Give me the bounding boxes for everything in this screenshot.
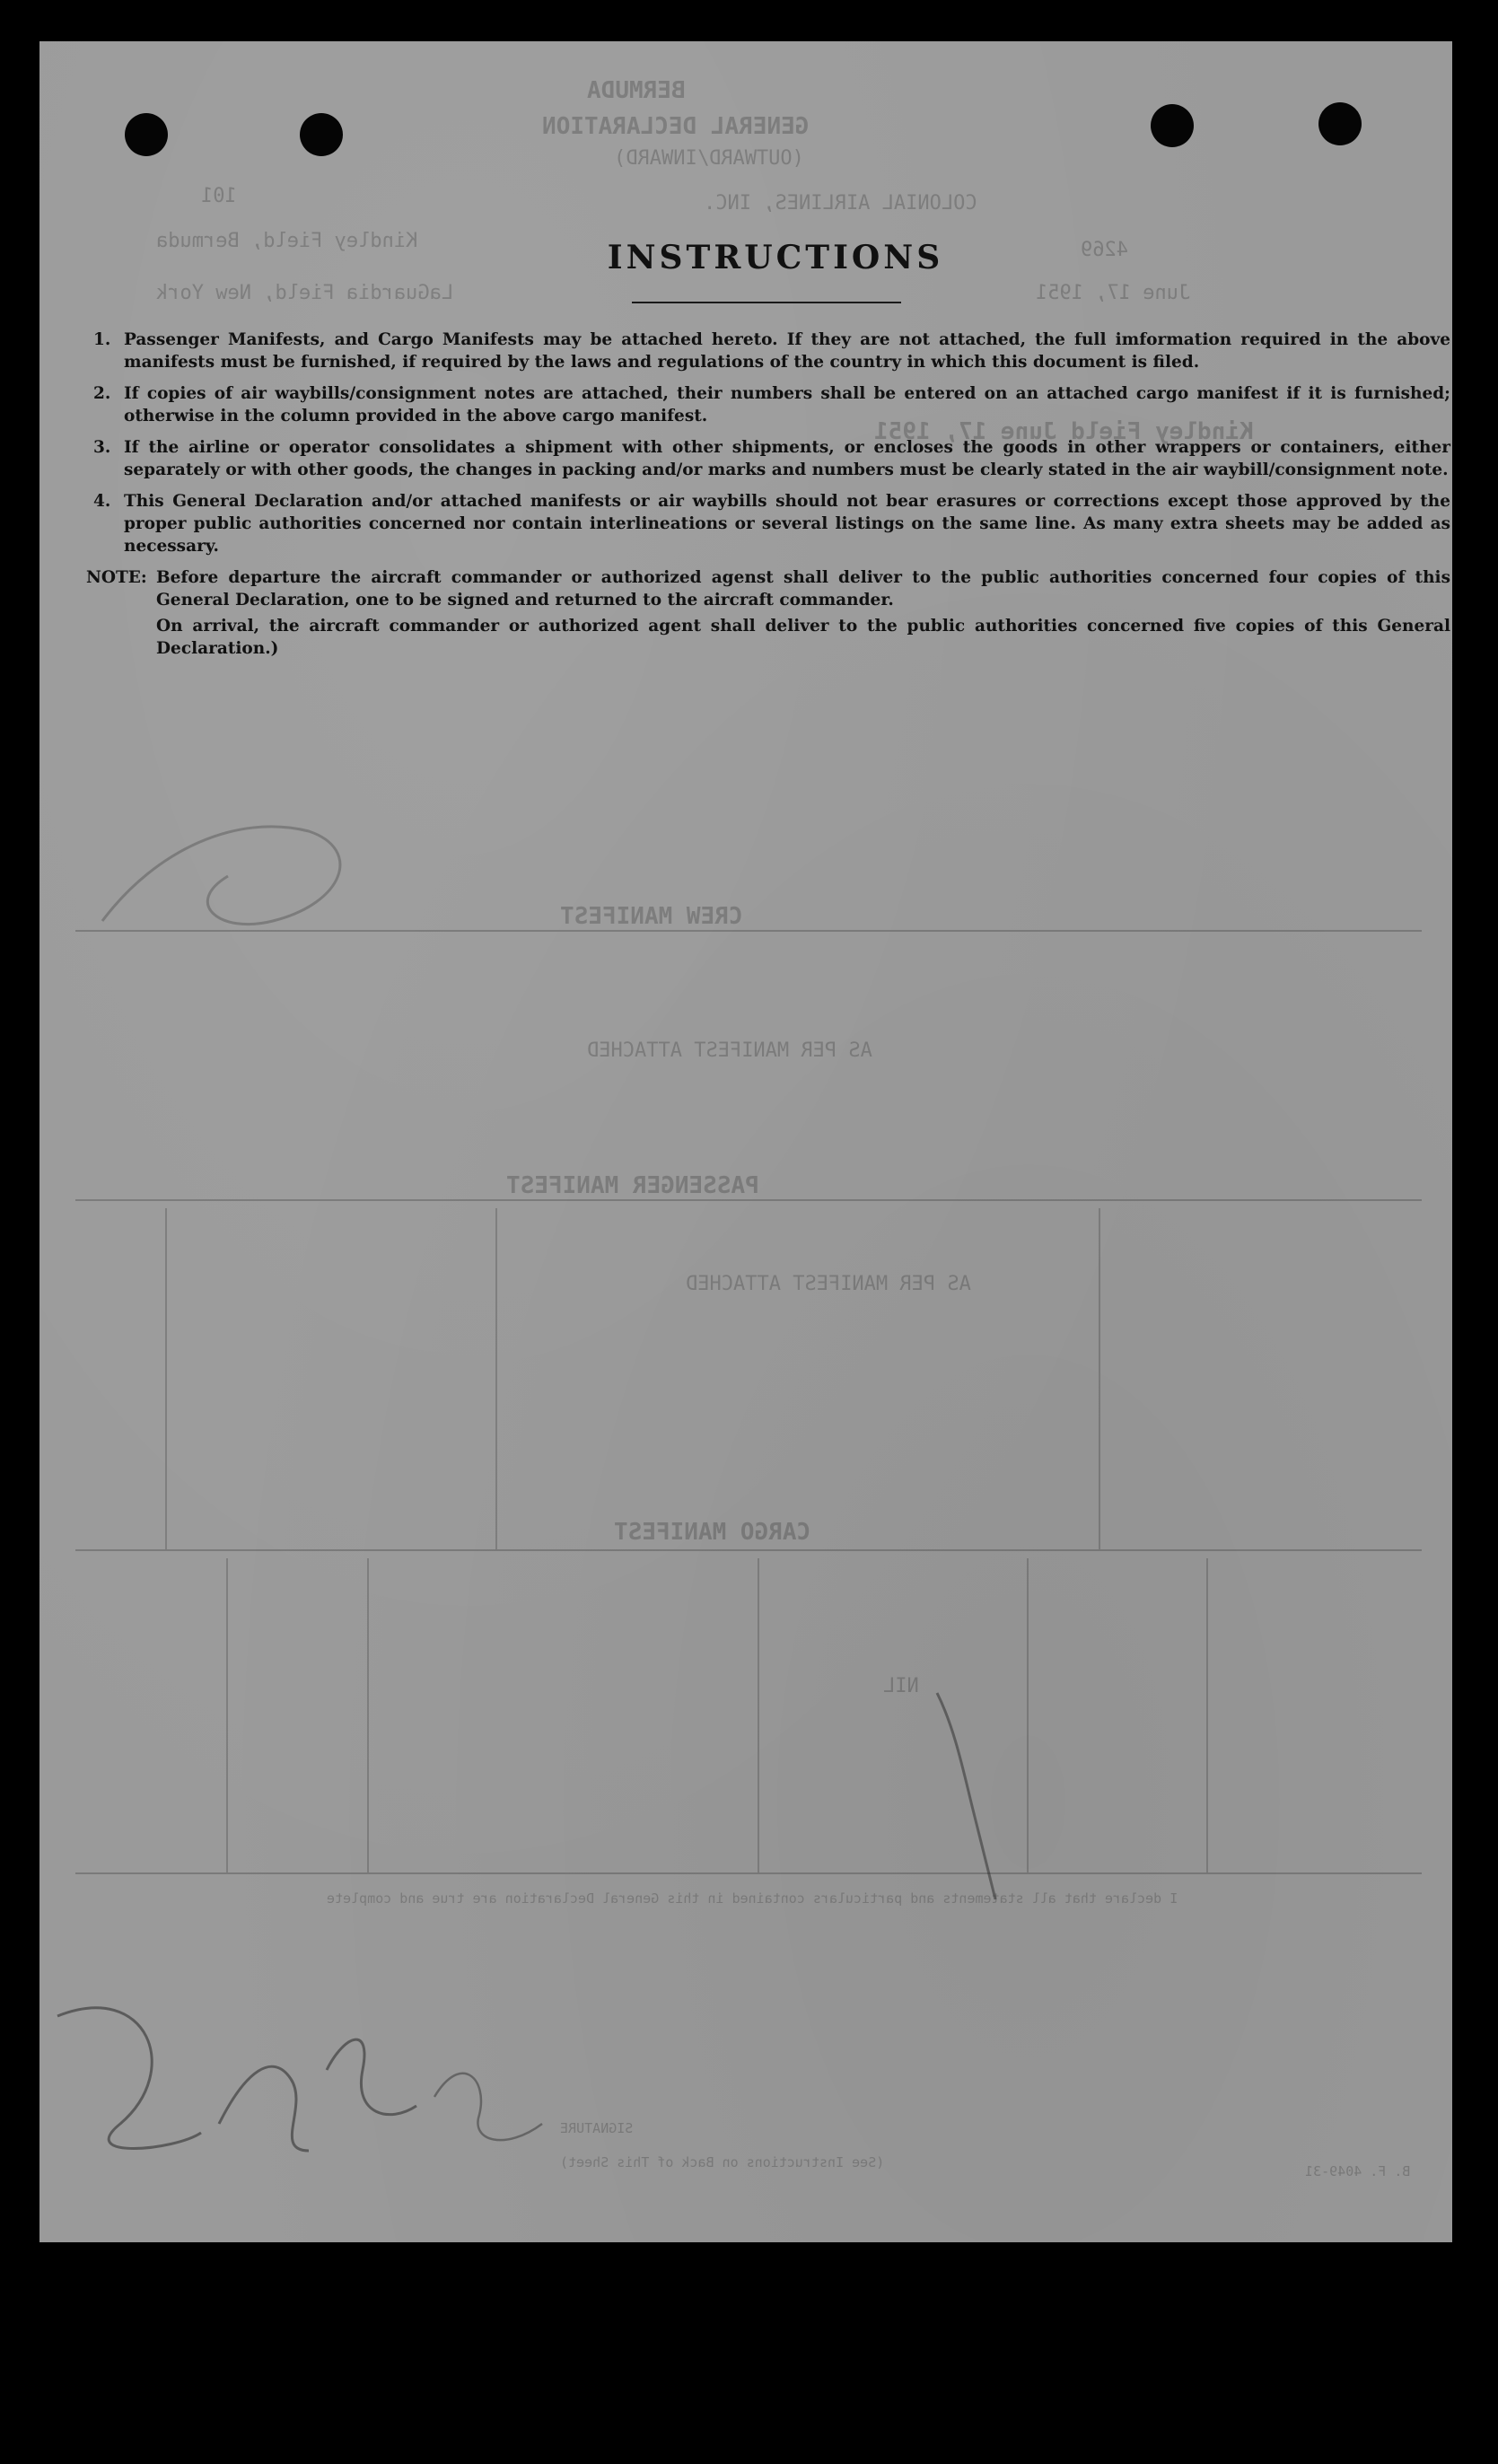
title-underline bbox=[632, 302, 901, 303]
instruction-text: This General Declaration and/or attached manifests or air waybills should not bear erasures or corrections except those approved by the proper public authorities concerned nor contain interlineations or several listings on the same line. As many extra sheets may be added as necessary. bbox=[124, 492, 1450, 556]
document-sheet bbox=[39, 41, 1452, 2242]
bleed-column-8 bbox=[1099, 1208, 1100, 1549]
note-label: NOTE: bbox=[86, 568, 147, 587]
bleed-through-instructions-note: (See Instructions on Back of This Sheet) bbox=[560, 2154, 885, 2170]
bleed-column-2 bbox=[367, 1558, 369, 1872]
bleed-through-crew-attached: AS PER MANIFEST ATTACHED bbox=[587, 1039, 872, 1062]
instruction-item bbox=[86, 490, 1450, 557]
bleed-line-3 bbox=[75, 1549, 1422, 1551]
punch-hole-left-1 bbox=[125, 113, 168, 156]
bleed-column-4 bbox=[1027, 1558, 1029, 1872]
bleed-line-2 bbox=[75, 1199, 1422, 1201]
instruction-text: If the airline or operator consolidates a shipment with other shipments, or encloses the goods in other wrappers or containers, either separately or with other goods, the changes in packing and/or marks and numbers must be clearly stated in the air waybill/consignment note. bbox=[124, 438, 1450, 479]
note-text: Before departure the aircraft commander or authorized agenst shall deliver to the public authorities concerned four copies of this General Declaration, one to be signed and returned to the aircraft commander. bbox=[156, 568, 1450, 609]
bleed-through-kindley-2: Kindley Field June 17, 1951 bbox=[874, 418, 1254, 445]
instruction-text: Passenger Manifests, and Cargo Manifests may be attached hereto. If they are not attached, the full imformation required in the above manifests must be furnished, if required by the laws and regulations of the country in which this document is filed. bbox=[124, 330, 1450, 372]
bleed-through-crew-manifest: CREW MANIFEST bbox=[560, 903, 743, 930]
instruction-item bbox=[86, 329, 1450, 373]
bleed-through-laguardia: LaGuardia Field, New York bbox=[156, 282, 454, 304]
bleed-column-7 bbox=[495, 1208, 497, 1549]
punch-hole-right-2 bbox=[1318, 102, 1362, 145]
bleed-through-date: June 17, 1951 bbox=[1036, 282, 1191, 304]
bleed-through-header: BERMUDA bbox=[587, 77, 686, 104]
bleed-through-header-2: GENERAL DECLARATION bbox=[542, 113, 810, 140]
instruction-number: 1. bbox=[93, 330, 111, 349]
bleed-through-nil: NIL bbox=[883, 1675, 919, 1697]
bleed-line-4 bbox=[75, 1872, 1422, 1874]
note-block bbox=[86, 566, 1450, 611]
instruction-text: If copies of air waybills/consignment notes are attached, their numbers shall be entered on an attached cargo manifest if it is furnished; otherwise in the column provided in the above cargo manifest. bbox=[124, 384, 1450, 425]
bleed-column-5 bbox=[1206, 1558, 1208, 1872]
bleed-column-3 bbox=[758, 1558, 759, 1872]
bleed-through-flight: 101 bbox=[201, 185, 237, 207]
instruction-number: 4. bbox=[93, 492, 111, 511]
stamp-scribble bbox=[75, 741, 452, 975]
bleed-through-passenger-attached: AS PER MANIFEST ATTACHED bbox=[686, 1273, 971, 1295]
bleed-through-form-number: B. F. 4049-31 bbox=[1305, 2163, 1411, 2179]
page-title: INSTRUCTIONS bbox=[607, 239, 944, 276]
bleed-through-cargo-manifest: CARGO MANIFEST bbox=[614, 1519, 811, 1546]
instruction-item bbox=[86, 382, 1450, 427]
bleed-through-passenger-manifest: PASSENGER MANIFEST bbox=[506, 1172, 759, 1199]
bleed-through-aircraft: 4269 bbox=[1081, 239, 1128, 261]
bleed-column-6 bbox=[165, 1208, 167, 1549]
note-text-arrival: On arrival, the aircraft commander or authorized agent shall deliver to the public authorities concerned five copies of this General Declaration.) bbox=[156, 617, 1450, 658]
instruction-item bbox=[86, 436, 1450, 481]
signature-scribble bbox=[39, 1944, 614, 2178]
bleed-through-signature: SIGNATURE bbox=[560, 2120, 634, 2136]
punch-hole-left-2 bbox=[300, 113, 343, 156]
bleed-column-1 bbox=[226, 1558, 228, 1872]
instruction-number: 3. bbox=[93, 438, 111, 457]
nil-check-mark bbox=[919, 1675, 1027, 1908]
bleed-through-operator: COLONIAL AIRLINES, INC. bbox=[704, 192, 977, 215]
bleed-through-declaration: I declare that all statements and particulars contained in this General Declaration are true and complete bbox=[327, 1890, 1178, 1907]
bleed-through-kindley: Kindley Field, Bermuda bbox=[156, 230, 418, 252]
punch-hole-right-1 bbox=[1151, 104, 1194, 147]
bleed-through-header-3: (OUTWARD/INWARD) bbox=[614, 147, 804, 170]
instruction-number: 2. bbox=[93, 384, 111, 403]
instructions-list bbox=[86, 329, 1450, 660]
